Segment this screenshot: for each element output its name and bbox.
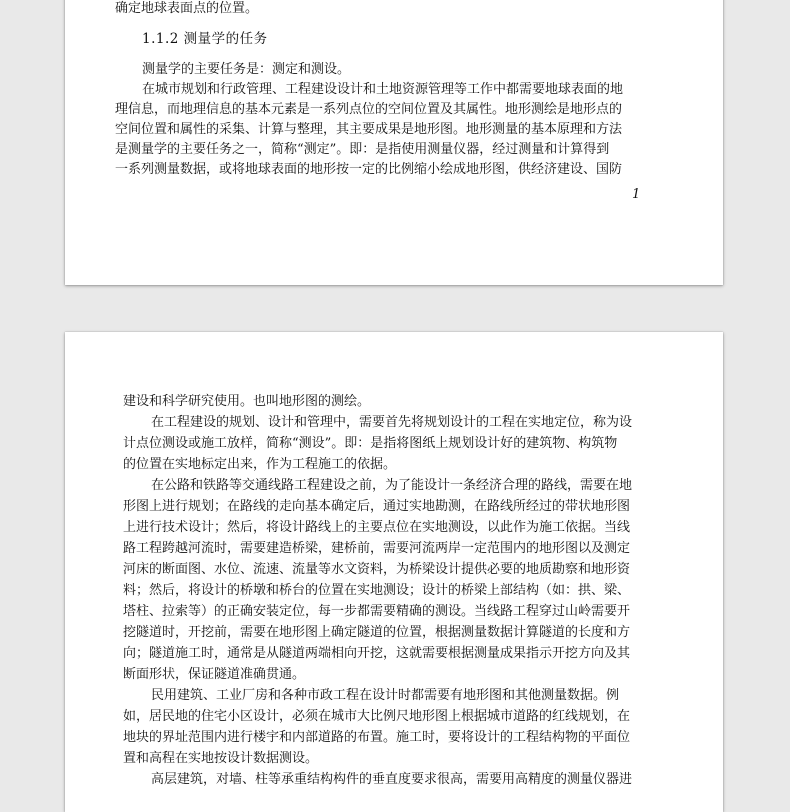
text-line: 河床的断面图、水位、流速、流量等水文资料，为桥梁设计提供必要的地质勘察和地形资: [123, 562, 631, 577]
text-line: 建设和科学研究使用。也叫地形图的测绘。: [123, 394, 371, 409]
text-line: 民用建筑、工业厂房和各种市政工程在设计时都需要有地形图和其他测量数据。例: [151, 688, 620, 703]
text-line: 测量学的主要任务是：测定和测设。: [142, 62, 351, 77]
document-page-1: [65, 0, 723, 285]
text-line: 在城市规划和行政管理、工程建设设计和土地资源管理等工作中都需要地球表面的地: [142, 82, 624, 97]
text-line: 一系列测量数据，或将地球表面的地形按一定的比例缩小绘成地形图，供经济建设、国防: [115, 162, 623, 177]
page-number: 1: [632, 187, 641, 202]
text-line: 置和高程在实地按设计数据测设。: [123, 751, 319, 766]
document-page-2: [65, 332, 723, 812]
text-line: 断面形状，保证隧道准确贯通。: [123, 667, 306, 682]
text-line: 的位置在实地标定出来，作为工程施工的依据。: [123, 457, 397, 472]
text-line: 在公路和铁路等交通线路工程建设之前，为了能设计一条经济合理的路线，需要在地: [151, 478, 633, 493]
text-line: 理信息，而地理信息的基本元素是一系列点位的空间位置及其属性。地形测绘是地形点的: [115, 102, 623, 117]
text-line: 如，居民地的住宅小区设计，必须在城市大比例尺地形图上根据城市道路的红线规划，在: [123, 709, 631, 724]
section-heading: 1.1.2 测量学的任务: [142, 31, 268, 47]
text-line: 高层建筑，对墙、柱等承重结构构件的垂直度要求很高，需要用高精度的测量仪器进: [151, 772, 633, 787]
text-line: 向；隧道施工时，通常是从隧道两端相向开挖，这就需要根据测量成果指示开挖方向及其: [123, 646, 631, 661]
text-line: 塔柱、拉索等）的正确安装定位，每一步都需要精确的测设。当线路工程穿过山岭需要开: [123, 604, 631, 619]
text-line: 地块的界址范围内进行楼宇和内部道路的布置。施工时，要将设计的工程结构物的平面位: [123, 730, 631, 745]
text-line: 空间位置和属性的采集、计算与整理，其主要成果是地形图。地形测量的基本原理和方法: [115, 122, 623, 137]
text-line: 上进行技术设计；然后，将设计路线上的主要点位在实地测设，以此作为施工依据。当线: [123, 520, 631, 535]
text-line: 路工程跨越河流时，需要建造桥梁，建桥前，需要河流两岸一定范围内的地形图以及测定: [123, 541, 631, 556]
text-line: 料；然后，将设计的桥墩和桥台的位置在实地测设；设计的桥梁上部结构（如：拱、梁、: [123, 583, 631, 598]
text-line: 在工程建设的规划、设计和管理中，需要首先将规划设计的工程在实地定位，称为设: [151, 415, 633, 430]
text-line: 计点位测设或施工放样，简称“测设”。即：是指将图纸上规划设计好的建筑物、构筑物: [123, 436, 618, 451]
text-line: 挖隧道时，开挖前，需要在地形图上确定隧道的位置，根据测量数据计算隧道的长度和方: [123, 625, 631, 640]
text-line: 是测量学的主要任务之一，简称“测定”。即：是指使用测量仪器，经过测量和计算得到: [115, 142, 610, 157]
text-line: 形图上进行规划；在路线的走向基本确定后，通过实地勘测，在路线所经过的带状地形图: [123, 499, 631, 514]
text-line: 确定地球表面点的位置。: [115, 1, 259, 16]
